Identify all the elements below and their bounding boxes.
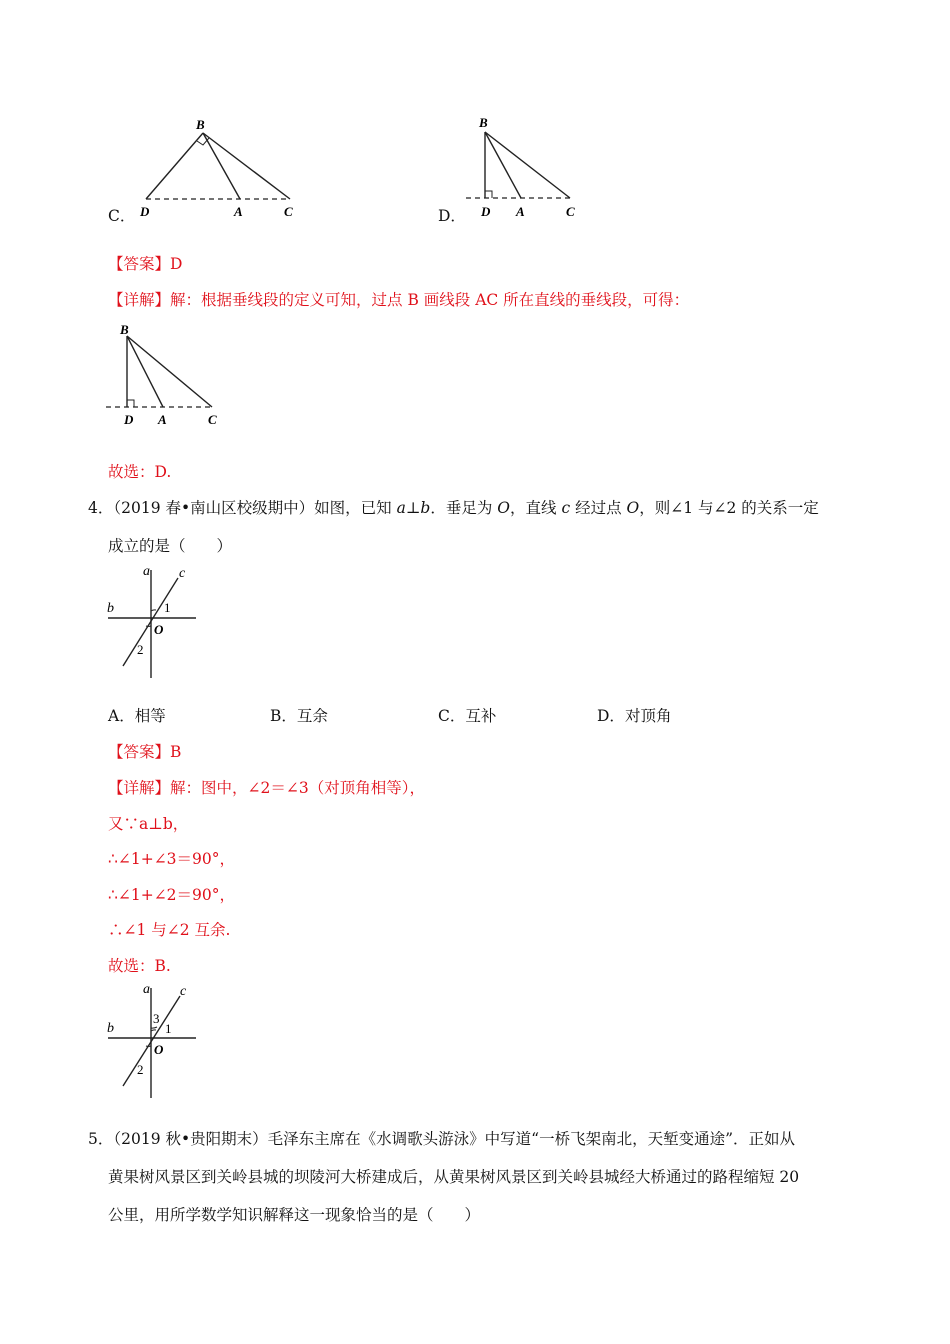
q5-line1 — [88, 1129, 795, 1149]
q4-detail-line5: ∴∠1 与∠2 互余. — [108, 921, 231, 939]
line-c-label: c — [180, 984, 187, 999]
point-d-label: D — [140, 204, 150, 219]
option-d-figure — [462, 112, 592, 224]
option-label: A． — [108, 707, 135, 725]
q4-option-a — [108, 706, 166, 726]
answer-tag: 【答案】 — [108, 743, 171, 761]
option-label: C． — [438, 707, 466, 725]
question-text: （2019 秋•贵阳期末）毛泽东主席在《水调歌头游泳》中写道“一桥飞架南北，天堑变通途”．正如从 — [113, 1130, 795, 1148]
point-b-label: B — [479, 115, 488, 130]
answer-value: B — [170, 743, 182, 761]
answer-value: D — [170, 255, 183, 273]
angle-1-label: 1 — [164, 600, 171, 615]
point-a-label: A — [158, 412, 167, 427]
q3-conclusion: 故选：D. — [108, 463, 172, 481]
option-d-label: D． — [438, 207, 466, 225]
q4-detail-line3: ∴∠1+∠3＝90°， — [108, 850, 236, 868]
line-a-label: a — [143, 564, 150, 579]
q4-option-b — [270, 706, 328, 726]
option-c-label: C． — [108, 207, 136, 225]
q4-detail-line2: 又∵a⊥b， — [108, 815, 189, 833]
var-o: O — [626, 499, 640, 517]
point-c-label: C — [208, 412, 217, 427]
option-text: 对顶角 — [624, 707, 672, 725]
perp-symbol: ⊥ — [405, 499, 421, 517]
option-label: D． — [597, 707, 625, 725]
stem-text: ，则∠1 与∠2 的关系一定 — [639, 499, 819, 517]
line-b-label: b — [107, 1021, 114, 1036]
question-number: 5． — [88, 1130, 114, 1148]
detail-tag: 【详解】 — [108, 291, 171, 309]
point-c-label: C — [566, 204, 575, 219]
stem-text: 如图，已知 — [314, 499, 397, 517]
angle-1-label: 1 — [165, 1021, 172, 1036]
angle-2-label: 2 — [137, 642, 144, 657]
q4-figure — [100, 560, 210, 682]
point-o-label: O — [154, 1042, 164, 1057]
var-o: O — [497, 499, 511, 517]
q4-conclusion: 故选：B. — [108, 957, 171, 975]
q3-answer — [108, 254, 182, 274]
q4-option-c — [438, 706, 496, 726]
option-text: 互余 — [296, 707, 328, 725]
angle-3-label: 3 — [153, 1011, 160, 1026]
point-b-label: B — [120, 322, 129, 337]
point-a-label: A — [234, 204, 243, 219]
detail-text: 解：图中，∠2＝∠3（对顶角相等）， — [170, 779, 425, 797]
detail-tag: 【详解】 — [108, 779, 171, 797]
q5-line3: 公里，用所学数学知识解释这一现象恰当的是（ ） — [108, 1206, 481, 1224]
point-o-label: O — [154, 622, 164, 637]
point-b-label: B — [196, 117, 205, 132]
var-a: a — [396, 499, 406, 517]
q4-option-d — [597, 706, 671, 726]
option-c-figure — [130, 112, 310, 224]
point-d-label: D — [481, 204, 491, 219]
answer-tag: 【答案】 — [108, 255, 171, 273]
stem-text: ，直线 — [510, 499, 562, 517]
q5-line2: 黄果树风景区到关岭县城的坝陵河大桥建成后，从黄果树风景区到关岭县城经大桥通过的路程缩短 20 — [108, 1168, 800, 1186]
var-b: b — [420, 499, 431, 517]
point-d-label: D — [124, 412, 134, 427]
line-b-label: b — [107, 601, 114, 616]
q4-stem-line2: 成立的是（ ） — [108, 537, 233, 555]
point-c-label: C — [284, 204, 293, 219]
option-label: B． — [270, 707, 297, 725]
stem-text: 经过点 — [570, 499, 627, 517]
q4-solution-figure — [100, 980, 210, 1102]
line-a-label: a — [143, 982, 150, 997]
q4-stem-line1 — [88, 498, 819, 518]
angle-2-label: 2 — [137, 1062, 144, 1077]
q4-detail-line4: ∴∠1+∠2＝90°， — [108, 886, 236, 904]
point-a-label: A — [516, 204, 525, 219]
line-c-label: c — [179, 566, 186, 581]
detail-text: 解：根据垂线段的定义可知，过点 B 画线段 AC 所在直线的垂线段，可得： — [170, 291, 690, 309]
q3-solution-figure — [100, 320, 230, 432]
stem-text: ．垂足为 — [430, 499, 498, 517]
q4-answer — [108, 742, 181, 762]
option-text: 相等 — [134, 707, 166, 725]
question-number: 4． — [88, 499, 114, 517]
q4-detail-line1 — [108, 778, 425, 798]
var-c: c — [561, 499, 571, 517]
q3-detail — [108, 290, 689, 310]
question-source: （2019 春•南山区校级期中） — [113, 499, 315, 517]
option-text: 互补 — [465, 707, 497, 725]
